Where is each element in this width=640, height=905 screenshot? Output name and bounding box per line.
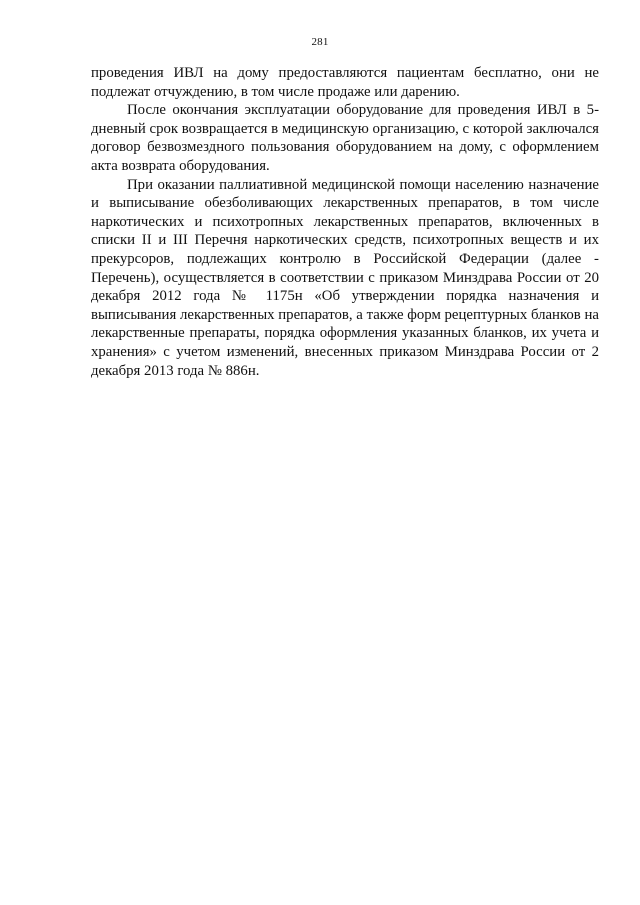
paragraph-equipment-return: После окончания эксплуатации оборудование для проведения ИВЛ в 5-дневный срок возвращается в медицинскую организацию, с которой заключался договор безвозмездного пользования оборудованием на дому, с оформлением акта возврата оборудования. — [91, 102, 599, 174]
paragraph-continuation: проведения ИВЛ на дому предоставляются пациентам бесплатно, они не подлежат отчуждению, в том числе продаже или дарению. — [91, 65, 599, 100]
page-number: 281 — [311, 36, 329, 48]
document-body — [91, 64, 599, 380]
paragraph-prescription-rules: При оказании паллиативной медицинской помощи населению назначение и выписывание обезболивающих лекарственных препаратов, в том числе наркотических и психотропных лекарственных препаратов, включенных в списки II и III Перечня наркотических средств, психотропных веществ и их прекурсоров, подлежащих контролю в Российской Федерации (далее - Перечень), осуществляется в соответствии с приказом Минздрава России от 20 декабря 2012 года № 1175н «Об утверждении порядка назначения и выписывания лекарственных препаратов, а также форм рецептурных бланков на лекарственные препараты, порядка оформления указанных бланков, их учета и хранения» с учетом изменений, внесенных приказом Минздрава России от 2 декабря 2013 года № 886н. — [91, 176, 599, 379]
